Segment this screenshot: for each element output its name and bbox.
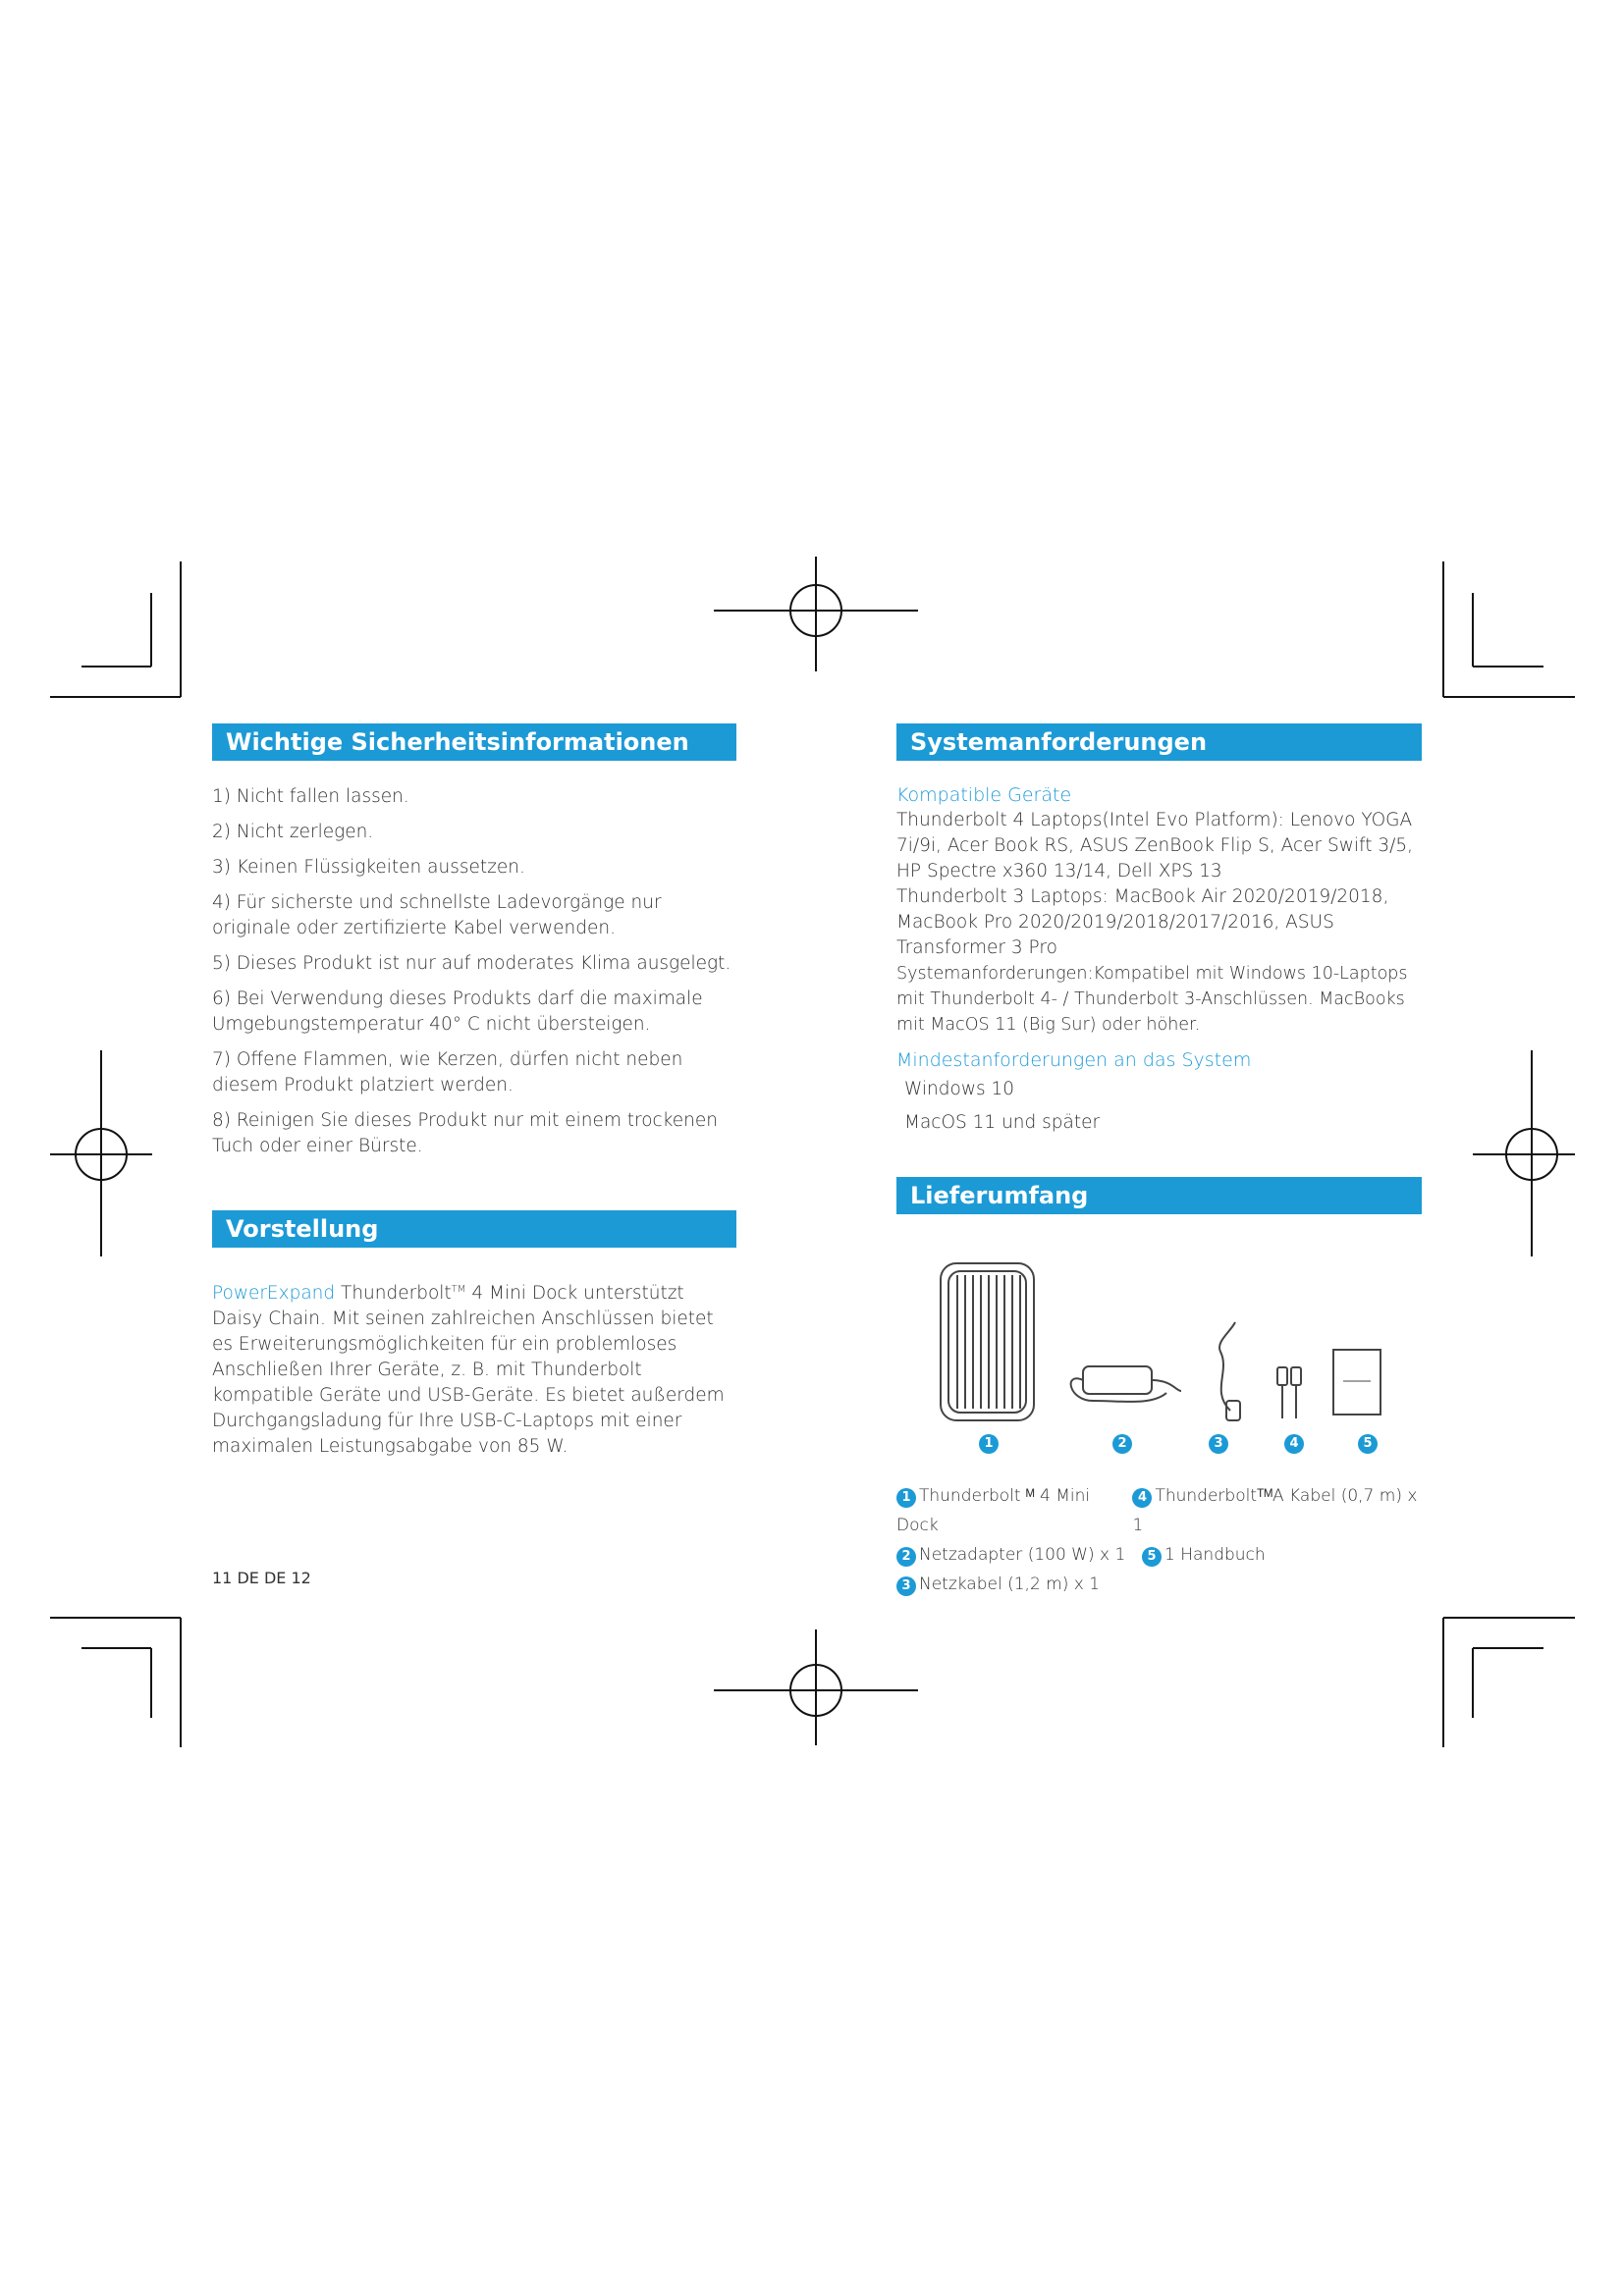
legend-item bbox=[1132, 1481, 1422, 1540]
item-number: 1 bbox=[979, 1434, 999, 1454]
legend-number: 5 bbox=[1142, 1547, 1162, 1567]
manual-shape bbox=[1333, 1350, 1380, 1415]
compat-section bbox=[896, 782, 1422, 1038]
item-number: 3 bbox=[1209, 1434, 1228, 1454]
cord-shape bbox=[1219, 1322, 1235, 1411]
legend-number: 2 bbox=[896, 1547, 916, 1567]
trademark-mark: TM bbox=[451, 1284, 466, 1295]
legend-number: 4 bbox=[1132, 1488, 1152, 1508]
right-page bbox=[896, 723, 1422, 1599]
system-heading: Systemanforderungen bbox=[896, 723, 1422, 761]
legend-text: Netzadapter (100 W) x 1 bbox=[919, 1545, 1126, 1565]
box-heading: Lieferumfang bbox=[896, 1177, 1422, 1214]
tb-cable-shape bbox=[1277, 1367, 1287, 1385]
compat-tb4: Thunderbolt 4 Laptops(Intel Evo Platform): Lenovo YOGA 7i/9i, Acer Book RS, ASUS ZenBook Flip S, Acer Swift 3/5, HP Spectre x360 13/14, Dell XPS 13 bbox=[896, 810, 1413, 881]
adapter-shape bbox=[1083, 1366, 1152, 1394]
safety-item: 6) Bei Verwendung dieses Produkts darf die maximale Umgebungstemperatur 40° C nicht übersteigen. bbox=[212, 988, 703, 1035]
intro-heading: Vorstellung bbox=[212, 1210, 736, 1248]
safety-item: 1) Nicht fallen lassen. bbox=[212, 786, 409, 807]
item-number: 4 bbox=[1284, 1434, 1304, 1454]
item-number: 2 bbox=[1112, 1434, 1132, 1454]
legend-item bbox=[1142, 1540, 1266, 1570]
safety-item: 2) Nicht zerlegen. bbox=[212, 822, 374, 842]
legend-text: Thunderbolt ᴹ 4 Mini Dock bbox=[896, 1486, 1091, 1535]
intro-text-b: 4 Mini Dock unterstützt Daisy Chain. Mit seinen zahlreichen Anschlüssen bietet es Erweiterungsmöglichkeiten für ein problemloses Anschließen Ihrer Geräte, z. B. mit Thunderbolt kompatible Geräte und USB-Geräte. Es bietet außerdem Durchgangsladung für Ihre USB-C-Laptops mit einer maximalen Leistungsabgabe von 85 W. bbox=[212, 1283, 725, 1458]
compat-tb3: Thunderbolt 3 Laptops: MacBook Air 2020/2019/2018, MacBook Pro 2020/2019/2018/2017/2016, ASUS bbox=[896, 886, 1389, 933]
item-number: 5 bbox=[1358, 1434, 1378, 1454]
safety-item: 4) Für sicherste und schnellste Ladevorgänge nur originale oder zertifizierte Kabel verwenden. bbox=[212, 892, 662, 938]
legend-row bbox=[896, 1570, 1422, 1599]
brand-name: PowerExpand bbox=[212, 1283, 336, 1305]
min-item: MacOS 11 und später bbox=[904, 1112, 1101, 1133]
safety-list bbox=[212, 784, 736, 1159]
page-numbers: 11 DE DE 12 bbox=[212, 1569, 311, 1587]
intro-paragraph bbox=[212, 1277, 736, 1460]
legend-text: Netzkabel (1,2 m) x 1 bbox=[919, 1575, 1101, 1594]
legend-item bbox=[896, 1540, 1142, 1570]
legend-number: 3 bbox=[896, 1576, 916, 1596]
compat-heading: Kompatible Geräte bbox=[896, 784, 1072, 806]
legend-text: ThunderboltᵀᴹA Kabel (0,7 m) x 1 bbox=[1132, 1486, 1418, 1535]
min-heading: Mindestanforderungen an das System bbox=[896, 1049, 1252, 1071]
min-list bbox=[896, 1073, 1422, 1140]
legend-row bbox=[896, 1540, 1422, 1570]
compat-system: Systemanforderungen:Kompatibel mit Windows 10-Laptops mit Thunderbolt 4- / Thunderbolt 3-Anschlüssen. MacBooks mit MacOS 11 (Big Sur) oder höher. bbox=[896, 964, 1408, 1035]
legend-item bbox=[896, 1481, 1132, 1540]
safety-heading: Wichtige Sicherheitsinformationen bbox=[212, 723, 736, 761]
box-contents-illustration bbox=[896, 1254, 1422, 1479]
legend-text: 1 Handbuch bbox=[1164, 1545, 1266, 1565]
box-legend bbox=[896, 1481, 1422, 1599]
min-item: Windows 10 bbox=[904, 1079, 1015, 1099]
safety-item: 5) Dieses Produkt ist nur auf moderates Klima ausgelegt. bbox=[212, 953, 731, 974]
legend-row bbox=[896, 1481, 1422, 1540]
box-contents-drawing bbox=[896, 1254, 1422, 1479]
safety-item: 7) Offene Flammen, wie Kerzen, dürfen nicht neben diesem Produkt platziert werden. bbox=[212, 1049, 683, 1095]
compat-tb3b: Transformer 3 Pro bbox=[896, 937, 1057, 958]
safety-item: 8) Reinigen Sie dieses Produkt nur mit einem trockenen Tuch oder einer Bürste. bbox=[212, 1110, 718, 1156]
safety-item: 3) Keinen Flüssigkeiten aussetzen. bbox=[212, 857, 525, 878]
left-page bbox=[212, 723, 736, 1460]
intro-text-a: Thunderbolt bbox=[341, 1283, 452, 1305]
legend-number: 1 bbox=[896, 1488, 916, 1508]
